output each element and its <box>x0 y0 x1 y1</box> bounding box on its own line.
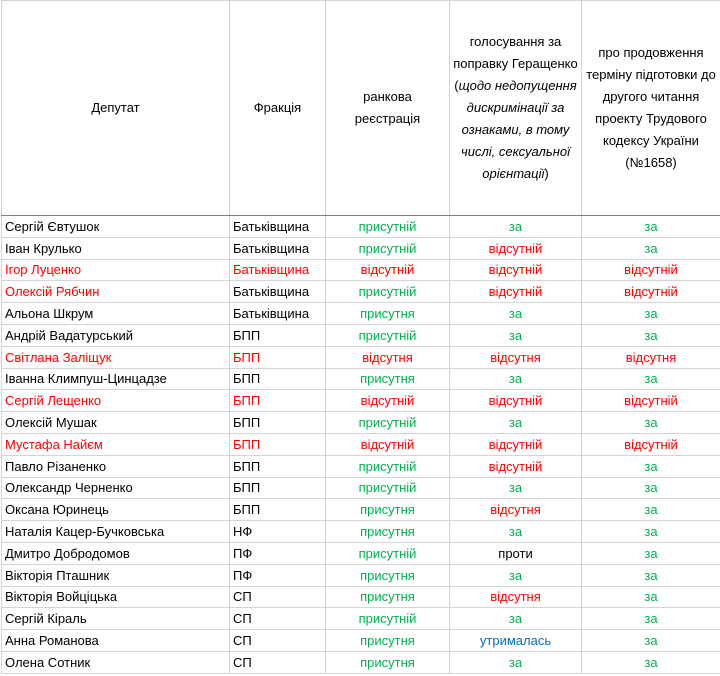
amendment-vote-cell: за <box>450 564 582 586</box>
amendment-vote-cell: за <box>450 608 582 630</box>
table-row <box>2 521 720 543</box>
table-row <box>2 586 720 608</box>
labor-code-vote-cell: за <box>582 630 720 652</box>
registration-cell: присутня <box>326 630 450 652</box>
registration-cell: відсутня <box>326 346 450 368</box>
table-row <box>2 281 720 303</box>
table-row <box>2 216 720 238</box>
amendment-vote-cell: відсутній <box>450 259 582 281</box>
deputy-name: Іван Крулько <box>2 237 230 259</box>
labor-code-vote-cell: за <box>582 324 720 346</box>
deputy-name: Мустафа Найєм <box>2 433 230 455</box>
amendment-vote-cell: за <box>450 477 582 499</box>
amendment-vote-cell: відсутній <box>450 433 582 455</box>
faction-cell: НФ <box>230 521 326 543</box>
labor-code-vote-cell: за <box>582 237 720 259</box>
table-row <box>2 237 720 259</box>
faction-cell: Батьківщина <box>230 259 326 281</box>
deputy-name: Наталія Кацер-Бучковська <box>2 521 230 543</box>
amendment-vote-cell: за <box>450 216 582 238</box>
deputy-name: Павло Різаненко <box>2 455 230 477</box>
labor-code-vote-cell: за <box>582 608 720 630</box>
table-row <box>2 499 720 521</box>
voting-table <box>1 0 720 674</box>
amendment-vote-cell: за <box>450 521 582 543</box>
labor-code-vote-cell: за <box>582 521 720 543</box>
faction-cell: Батьківщина <box>230 237 326 259</box>
deputy-name: Олексій Рябчин <box>2 281 230 303</box>
registration-cell: присутній <box>326 542 450 564</box>
header-deputy: Депутат <box>2 1 230 216</box>
registration-cell: відсутній <box>326 390 450 412</box>
faction-cell: СП <box>230 586 326 608</box>
table-row <box>2 412 720 434</box>
deputy-name: Вікторія Пташник <box>2 564 230 586</box>
labor-code-vote-cell: відсутній <box>582 281 720 303</box>
faction-cell: БПП <box>230 324 326 346</box>
registration-cell: відсутній <box>326 259 450 281</box>
registration-cell: присутній <box>326 412 450 434</box>
deputy-name: Ігор Луценко <box>2 259 230 281</box>
registration-cell: присутня <box>326 368 450 390</box>
amendment-vote-cell: за <box>450 303 582 325</box>
amendment-vote-cell: відсутній <box>450 281 582 303</box>
deputy-name: Сергій Кіраль <box>2 608 230 630</box>
header-vote-labor-code: про продовження терміну підготовки до другого читання проекту Трудового кодексу України (№1658) <box>582 1 720 216</box>
labor-code-vote-cell: за <box>582 477 720 499</box>
table-row <box>2 390 720 412</box>
header-vote-amendment-italic: щодо недопущення дискримінації за ознаками, в тому числі, сексуальної орієнтації <box>458 78 577 181</box>
amendment-vote-cell: за <box>450 651 582 673</box>
table-row <box>2 259 720 281</box>
labor-code-vote-cell: відсутній <box>582 259 720 281</box>
amendment-vote-cell: відсутній <box>450 455 582 477</box>
deputy-name: Олексій Мушак <box>2 412 230 434</box>
faction-cell: ПФ <box>230 564 326 586</box>
labor-code-vote-cell: за <box>582 499 720 521</box>
faction-cell: СП <box>230 651 326 673</box>
labor-code-vote-cell: за <box>582 303 720 325</box>
registration-cell: присутня <box>326 564 450 586</box>
registration-cell: присутній <box>326 237 450 259</box>
table-row <box>2 542 720 564</box>
labor-code-vote-cell: за <box>582 455 720 477</box>
labor-code-vote-cell: відсутня <box>582 346 720 368</box>
faction-cell: БПП <box>230 499 326 521</box>
table-row <box>2 608 720 630</box>
registration-cell: присутній <box>326 477 450 499</box>
amendment-vote-cell: відсутній <box>450 390 582 412</box>
faction-cell: Батьківщина <box>230 216 326 238</box>
registration-cell: присутній <box>326 281 450 303</box>
faction-cell: БПП <box>230 390 326 412</box>
labor-code-vote-cell: за <box>582 216 720 238</box>
registration-cell: присутня <box>326 499 450 521</box>
deputy-name: Альона Шкрум <box>2 303 230 325</box>
header-row <box>2 1 720 216</box>
deputy-name: Іванна Климпуш-Цинцадзе <box>2 368 230 390</box>
labor-code-vote-cell: відсутній <box>582 433 720 455</box>
registration-cell: присутня <box>326 586 450 608</box>
header-faction: Фракція <box>230 1 326 216</box>
header-vote-amendment-text: голосування за поправку Геращенко ( <box>453 34 578 93</box>
labor-code-vote-cell: за <box>582 542 720 564</box>
labor-code-vote-cell: за <box>582 586 720 608</box>
deputy-name: Оксана Юринець <box>2 499 230 521</box>
amendment-vote-cell: проти <box>450 542 582 564</box>
labor-code-vote-cell: відсутній <box>582 390 720 412</box>
labor-code-vote-cell: за <box>582 651 720 673</box>
header-vote-amendment <box>450 1 582 216</box>
faction-cell: ПФ <box>230 542 326 564</box>
deputy-name: Олександр Черненко <box>2 477 230 499</box>
amendment-vote-cell: відсутня <box>450 586 582 608</box>
amendment-vote-cell: відсутня <box>450 499 582 521</box>
table-row <box>2 630 720 652</box>
faction-cell: БПП <box>230 346 326 368</box>
amendment-vote-cell: відсутня <box>450 346 582 368</box>
table-row <box>2 477 720 499</box>
registration-cell: присутній <box>326 324 450 346</box>
deputy-name: Вікторія Войціцька <box>2 586 230 608</box>
table-row <box>2 346 720 368</box>
faction-cell: БПП <box>230 368 326 390</box>
faction-cell: БПП <box>230 455 326 477</box>
header-registration: ранкова реєстрація <box>326 1 450 216</box>
labor-code-vote-cell: за <box>582 564 720 586</box>
amendment-vote-cell: за <box>450 412 582 434</box>
table-row <box>2 433 720 455</box>
table-row <box>2 303 720 325</box>
table-row <box>2 368 720 390</box>
amendment-vote-cell: утрималась <box>450 630 582 652</box>
table-row <box>2 324 720 346</box>
faction-cell: СП <box>230 608 326 630</box>
deputy-name: Олена Сотник <box>2 651 230 673</box>
table-row <box>2 651 720 673</box>
amendment-vote-cell: відсутній <box>450 237 582 259</box>
deputy-name: Світлана Заліщук <box>2 346 230 368</box>
faction-cell: БПП <box>230 477 326 499</box>
deputy-name: Сергій Євтушок <box>2 216 230 238</box>
amendment-vote-cell: за <box>450 368 582 390</box>
faction-cell: БПП <box>230 412 326 434</box>
labor-code-vote-cell: за <box>582 412 720 434</box>
registration-cell: відсутній <box>326 433 450 455</box>
faction-cell: Батьківщина <box>230 303 326 325</box>
deputy-name: Дмитро Добродомов <box>2 542 230 564</box>
table-row <box>2 455 720 477</box>
header-vote-amendment-close: ) <box>544 166 549 181</box>
table-row <box>2 564 720 586</box>
faction-cell: Батьківщина <box>230 281 326 303</box>
registration-cell: присутня <box>326 651 450 673</box>
deputy-name: Сергій Лещенко <box>2 390 230 412</box>
amendment-vote-cell: за <box>450 324 582 346</box>
registration-cell: присутня <box>326 303 450 325</box>
labor-code-vote-cell: за <box>582 368 720 390</box>
registration-cell: присутній <box>326 455 450 477</box>
registration-cell: присутній <box>326 216 450 238</box>
registration-cell: присутній <box>326 608 450 630</box>
faction-cell: СП <box>230 630 326 652</box>
deputy-name: Анна Романова <box>2 630 230 652</box>
registration-cell: присутня <box>326 521 450 543</box>
deputy-name: Андрій Вадатурський <box>2 324 230 346</box>
faction-cell: БПП <box>230 433 326 455</box>
